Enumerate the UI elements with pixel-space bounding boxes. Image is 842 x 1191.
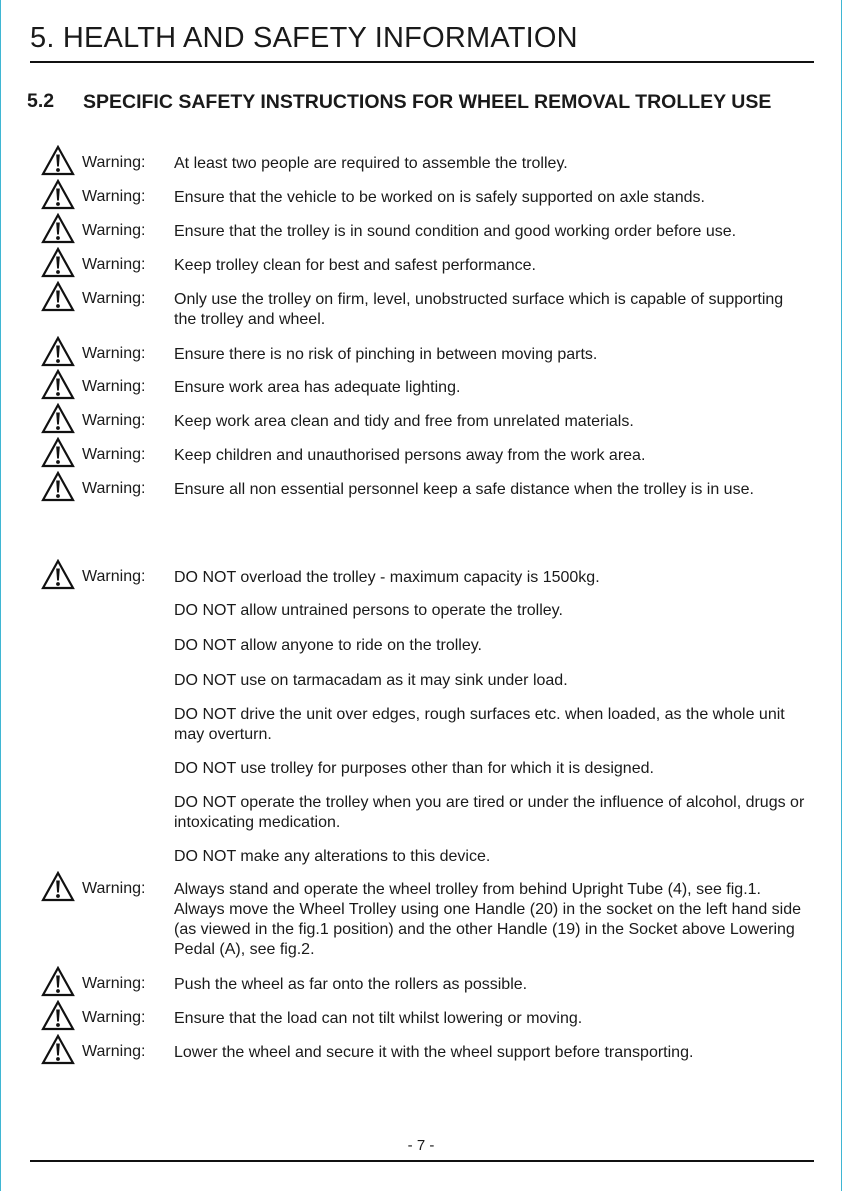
warning-text: Ensure work area has adequate lighting. [174,379,461,396]
warning-label: Warning: [82,222,146,239]
warning-triangle-icon [41,1000,75,1031]
do-not-text: DO NOT make any alterations to this device. [174,848,491,865]
do-not-text: DO NOT operate the trolley when you are tired or under the influence of alcohol, drugs or intoxicating medication. [174,794,805,831]
warning-label: Warning: [82,975,146,992]
warning-label: Warning: [82,345,146,362]
do-not-text: DO NOT use trolley for purposes other than for which it is designed. [174,760,654,777]
warning-text: Only use the trolley on firm, level, unobstructed surface which is capable of supporting the trolley and wheel. [174,291,784,328]
warning-text: At least two people are required to assemble the trolley. [174,155,568,172]
warning-triangle-icon [41,336,75,367]
warning-label: Warning: [82,480,146,497]
warning-text: Keep work area clean and tidy and free from unrelated materials. [174,413,634,430]
warning-text: Keep trolley clean for best and safest performance. [174,257,536,274]
warning-text: Ensure that the trolley is in sound condition and good working order before use. [174,223,737,240]
warning-triangle-icon [41,369,75,400]
warning-label: Warning: [82,1009,146,1026]
footer-divider [30,1160,814,1162]
warning-label: Warning: [82,1043,146,1060]
warning-triangle-icon [41,966,75,997]
warning-text: Keep children and unauthorised persons away from the work area. [174,447,646,464]
warning-triangle-icon [41,471,75,502]
warning-text: Ensure there is no risk of pinching in between moving parts. [174,346,598,363]
warning-label: Warning: [82,446,146,463]
do-not-text: DO NOT use on tarmacadam as it may sink under load. [174,672,568,689]
warning-triangle-icon [41,247,75,278]
warning-triangle-icon [41,1034,75,1065]
warning-triangle-icon [41,281,75,312]
warning-text: DO NOT overload the trolley - maximum capacity is 1500kg. [174,569,600,586]
do-not-text: DO NOT allow anyone to ride on the trolley. [174,637,482,654]
warning-triangle-icon [41,437,75,468]
warning-triangle-icon [41,871,75,902]
title-divider [30,61,814,63]
warning-text: Lower the wheel and secure it with the wheel support before transporting. [174,1044,694,1061]
page-title: 5. HEALTH AND SAFETY INFORMATION [30,22,578,54]
warning-label: Warning: [82,880,146,897]
warning-triangle-icon [41,145,75,176]
warning-label: Warning: [82,256,146,273]
warning-text: Ensure that the vehicle to be worked on is safely supported on axle stands. [174,189,705,206]
warning-text: Ensure that the load can not tilt whilst lowering or moving. [174,1010,583,1027]
warning-text: Push the wheel as far onto the rollers as possible. [174,976,528,993]
page-edge-left [0,0,1,1191]
warning-triangle-icon [41,403,75,434]
warning-triangle-icon [41,213,75,244]
warning-triangle-icon [41,179,75,210]
warning-label: Warning: [82,568,146,585]
warning-label: Warning: [82,378,146,395]
warning-label: Warning: [82,188,146,205]
page-number: - 7 - [407,1137,435,1154]
warning-label: Warning: [82,412,146,429]
warning-text: Always stand and operate the wheel trolley from behind Upright Tube (4), see fig.1. Always move the Wheel Trolley using one Handle (20) in the socket on the left hand side (as viewed in the fig.1 position) and the other Handle (19) in the Socket above Lowering Pedal (A), see fig.2. [174,881,802,958]
section-number: 5.2 [27,90,55,112]
do-not-text: DO NOT drive the unit over edges, rough surfaces etc. when loaded, as the whole unit may overturn. [174,706,785,743]
do-not-text: DO NOT allow untrained persons to operate the trolley. [174,602,563,619]
warning-triangle-icon [41,559,75,590]
warning-text: Ensure all non essential personnel keep a safe distance when the trolley is in use. [174,481,754,498]
section-title: SPECIFIC SAFETY INSTRUCTIONS FOR WHEEL REMOVAL TROLLEY USE [83,91,772,113]
warning-label: Warning: [82,290,146,307]
warning-label: Warning: [82,154,146,171]
